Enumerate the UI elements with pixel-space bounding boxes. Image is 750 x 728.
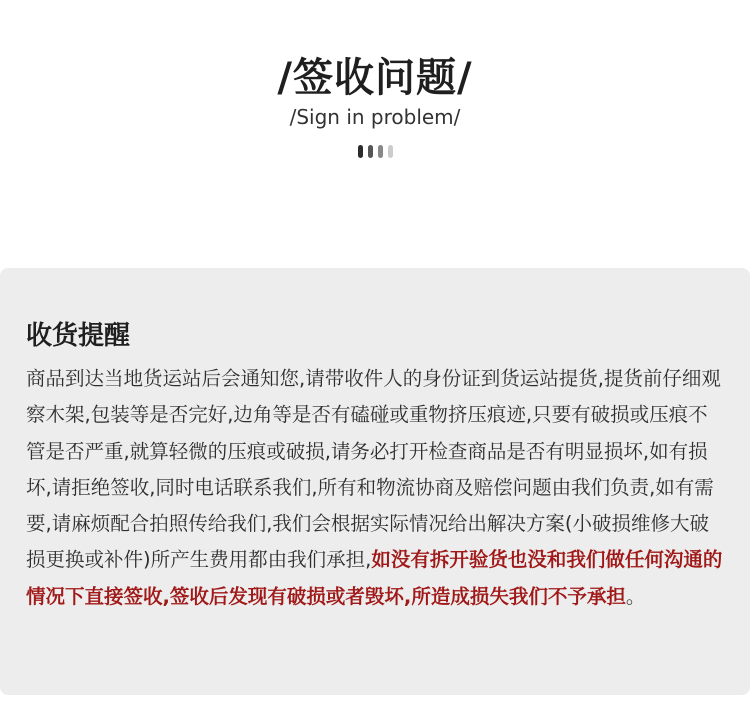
decorative-dots: [0, 145, 750, 158]
notice-warning-text: 如没有拆开验货也没和我们做任何沟通的情况下直接签收,签收后发现有破损或者毁坏,所造成损失我们不予承担: [26, 548, 723, 608]
dot-4: [388, 145, 393, 158]
page-title: /签收问题/: [277, 55, 473, 101]
notice-body: [26, 361, 726, 615]
notice-body-end: 。: [625, 584, 646, 608]
notice-title: 收货提醒: [26, 321, 131, 351]
dot-3: [378, 145, 383, 158]
dot-1: [358, 145, 363, 158]
page-header: [0, 0, 750, 270]
dot-2: [368, 145, 373, 158]
notice-body-text: 商品到达当地货运站后会通知您,请带收件人的身份证到货运站提货,提货前仔细观察木架,包装等是否完好,边角等是否有磕碰或重物挤压痕迹,只要有破损或压痕不管是否严重,就算轻微的压痕或破损,请务必打开检查商品是否有明显损坏,如有损坏,请拒绝签收,同时电话联系我们,所有和物流协商及赔偿问题由我们负责,如有需要,请麻烦配合拍照传给我们,我们会根据实际情况给出解决方案(小破损维修大破损更换或补件)所产生费用都由我们承担,: [26, 367, 721, 572]
page-subtitle: /Sign in problem/: [289, 105, 461, 129]
